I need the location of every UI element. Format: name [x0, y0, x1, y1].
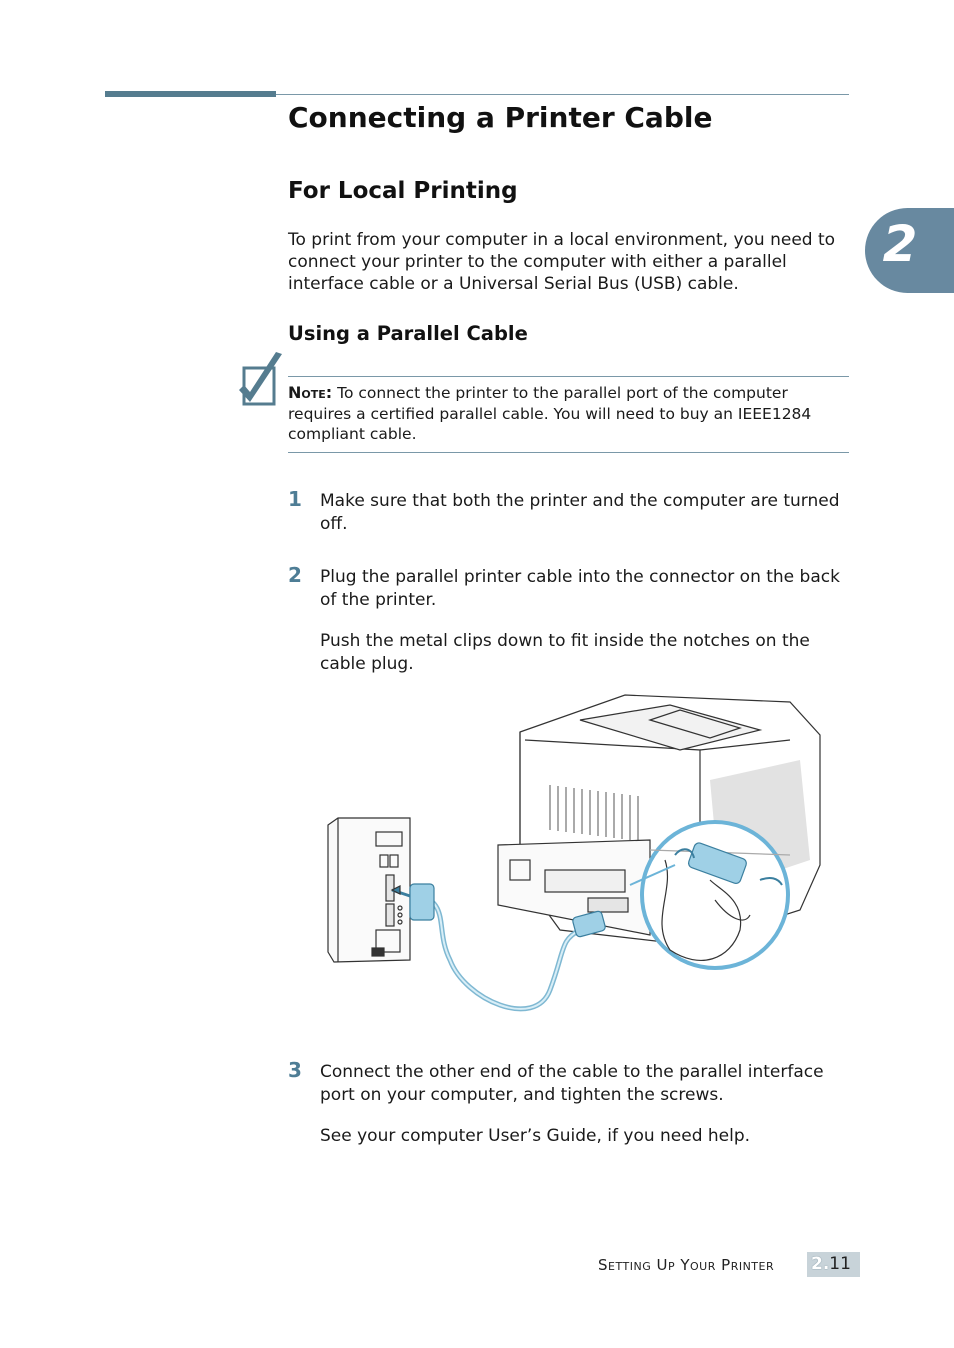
step-2-number: 2 [288, 563, 302, 587]
section-heading: For Local Printing [288, 178, 518, 204]
step-1-number: 1 [288, 487, 302, 511]
page-number-value: 11 [829, 1254, 851, 1274]
note-top-rule [288, 376, 849, 377]
note-body: To connect the printer to the parallel port of the computer requires a certified parallel cable. You will need to buy an IEEE1284 compliant cable. [288, 384, 812, 443]
step-3-number: 3 [288, 1058, 302, 1082]
intro-paragraph: To print from your computer in a local environment, you need to connect your printer to the computer with either a parallel interface cable or a Universal Serial Bus (USB) cable. [288, 230, 836, 294]
subsection-heading: Using a Parallel Cable [288, 322, 528, 345]
step-3-text: Connect the other end of the cable to the parallel interface port on your computer, and tighten the screws. [320, 1062, 824, 1105]
checkmark-note-icon [236, 350, 286, 410]
page-prefix: 2. [811, 1254, 830, 1274]
footer-section-name: Setting Up Your Printer [598, 1256, 775, 1274]
note-text [288, 383, 853, 445]
page-title: Connecting a Printer Cable [288, 101, 713, 134]
header-rule [276, 94, 849, 95]
step-2-text: Plug the parallel printer cable into the connector on the back of the printer. [320, 567, 840, 610]
chapter-number: 2 [882, 215, 918, 273]
step-3-extra: See your computer User’s Guide, if you need help. [320, 1126, 751, 1146]
page-number [811, 1254, 851, 1274]
step-1-text: Make sure that both the printer and the computer are turned off. [320, 491, 840, 534]
note-label: Note: [288, 383, 333, 402]
header-rule-accent [105, 91, 276, 97]
note-bottom-rule [288, 452, 849, 453]
printer-cable-illustration [320, 690, 830, 1030]
step-2-extra: Push the metal clips down to fit inside the notches on the cable plug. [320, 631, 810, 674]
